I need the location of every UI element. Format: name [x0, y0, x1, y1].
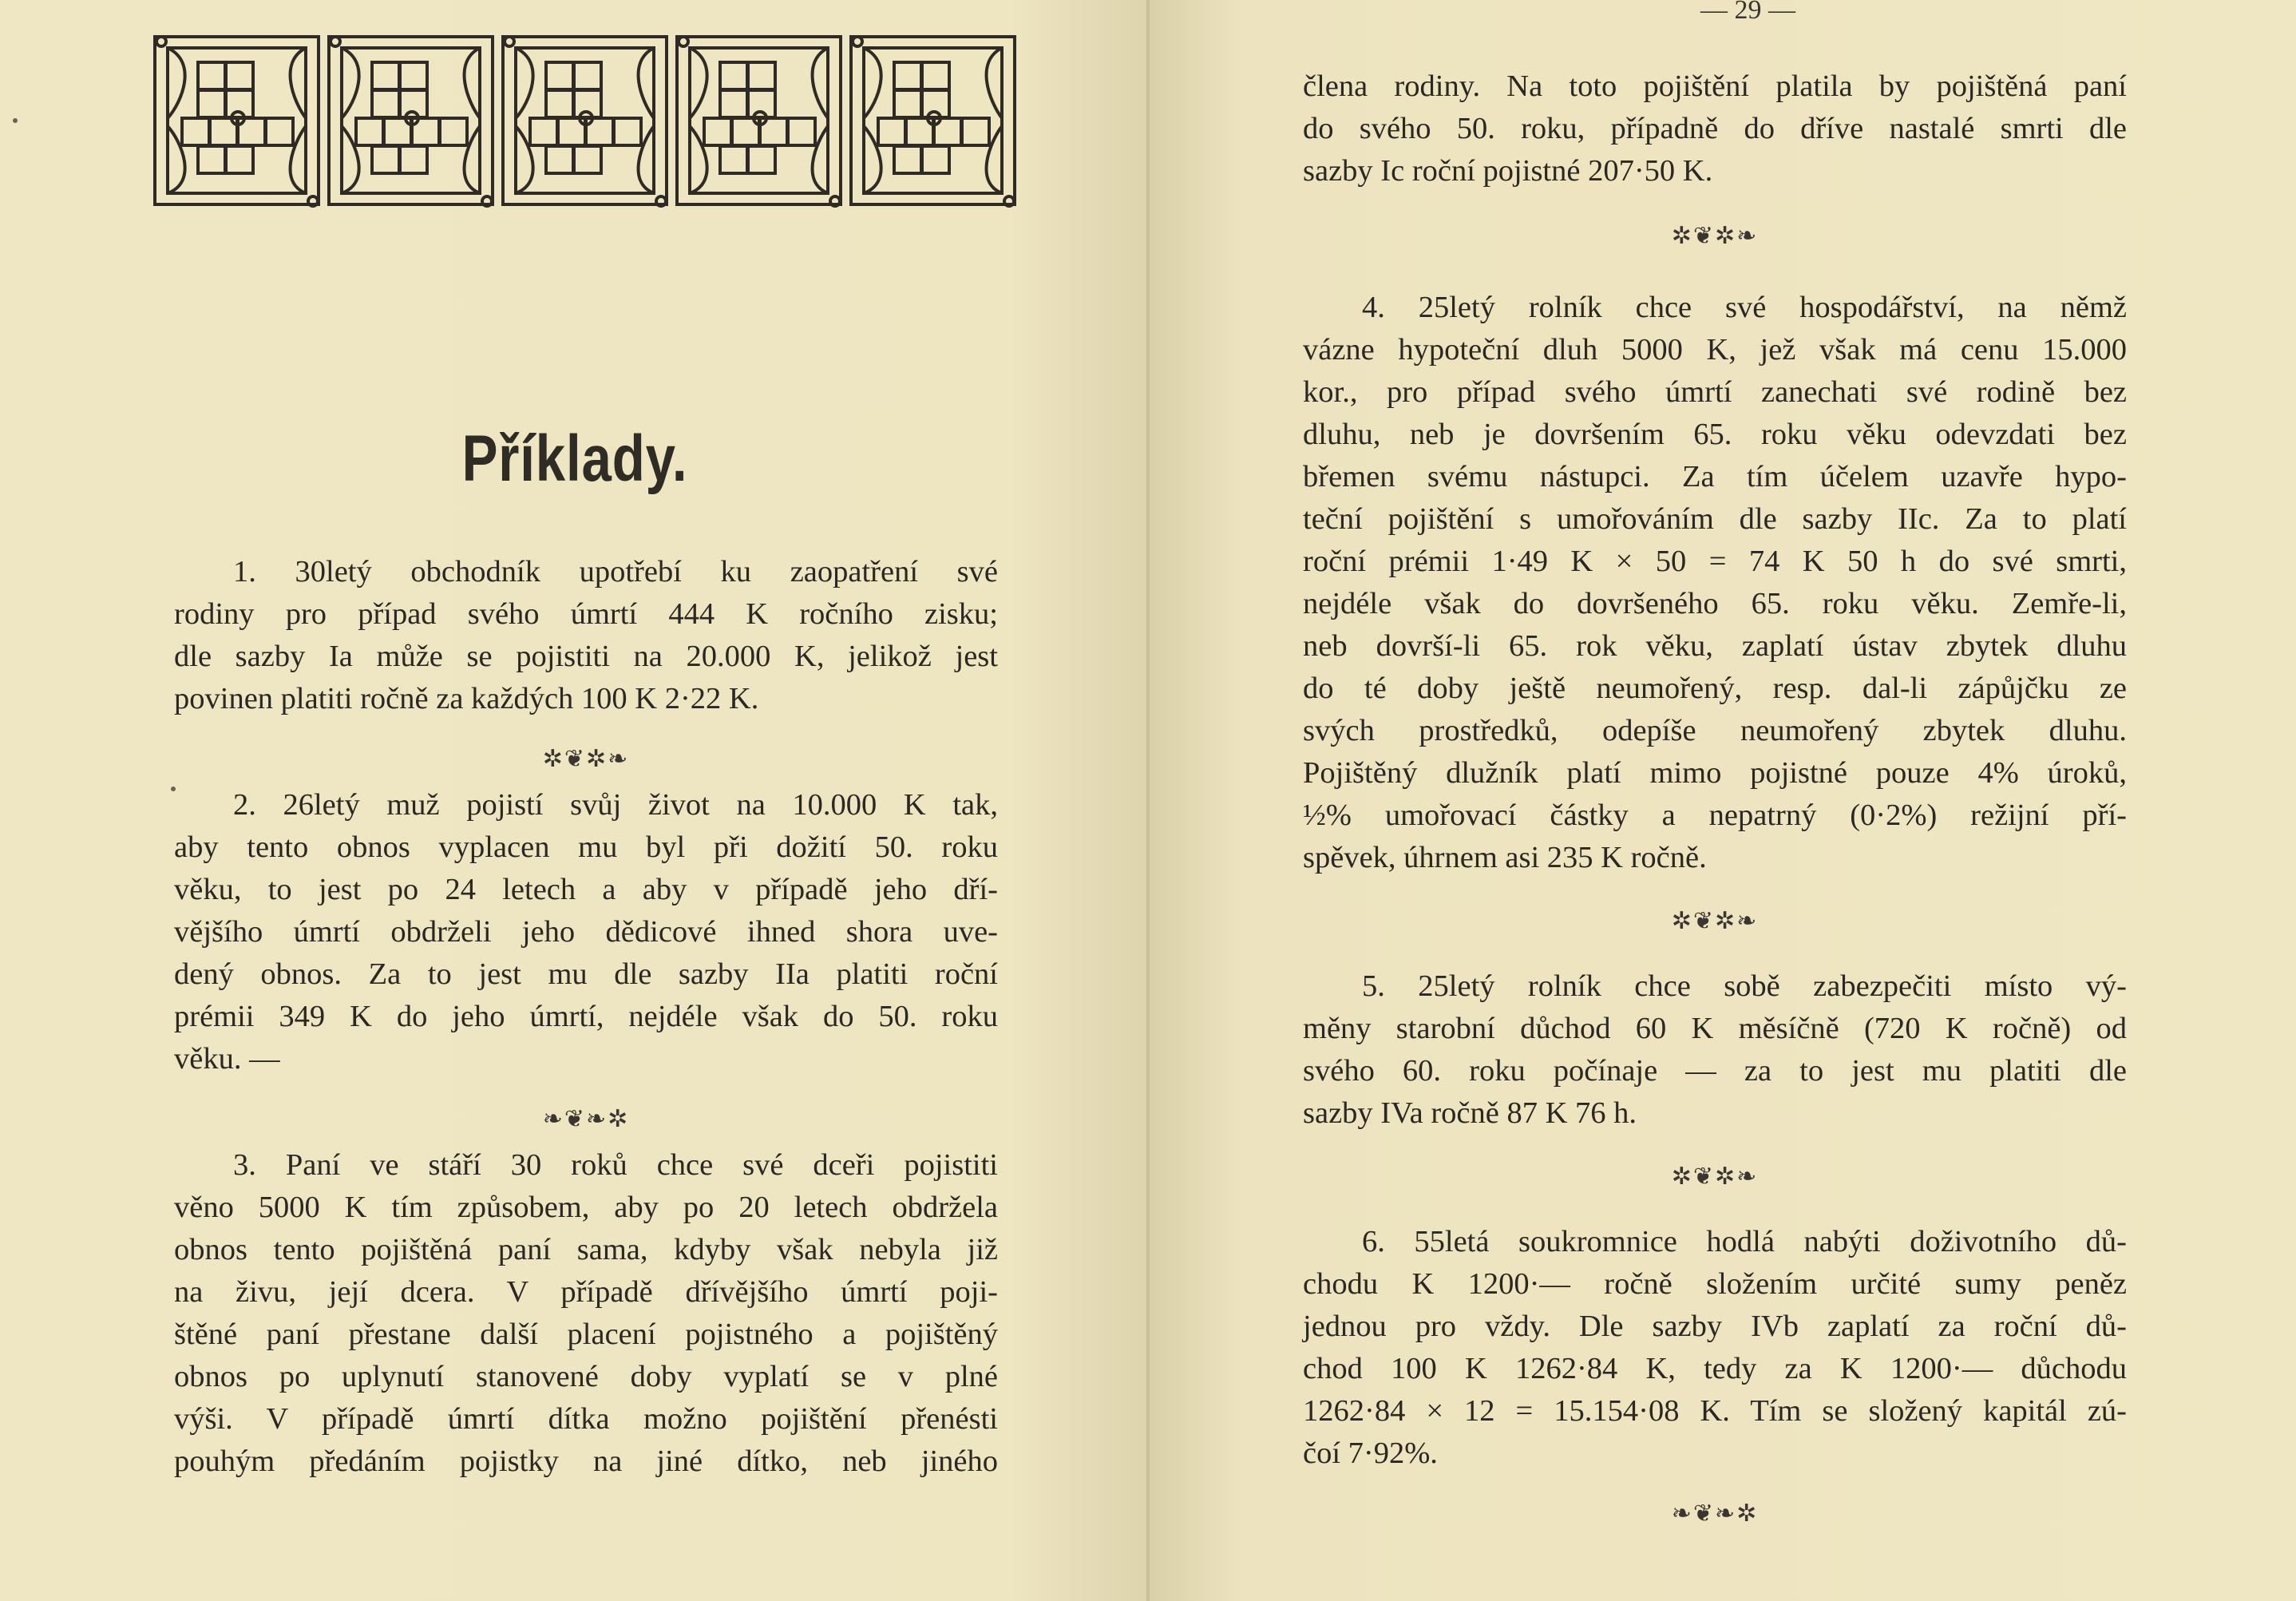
text-line: dle sazby Ia může se pojistiti na 20.000 K, jelikož jest — [174, 640, 998, 673]
text-line: chod 100 K 1262·84 K, tedy za K 1200·— důchodu — [1303, 1352, 2127, 1385]
text-line: neb dovrší-li 65. rok věku, zaplatí ústav zbytek dluhu — [1303, 629, 2127, 663]
text-line: nejdéle však do dovršeného 65. roku věku. Zemře-li, — [1303, 587, 2127, 620]
text-line: na živu, její dcera. V případě dřívějšího úmrtí poji- — [174, 1275, 998, 1309]
text-line: teční pojištění s umořováním dle sazby IIc. Za to platí — [1303, 502, 2127, 536]
paper-speck — [13, 118, 18, 123]
text-line: štěné paní přestane další placení pojistného a pojištěný — [174, 1318, 998, 1351]
text-line: dený obnos. Za to jest mu dle sazby IIa platiti roční — [174, 957, 998, 991]
text-line: 4. 25letý rolník chce své hospodářství, na němž — [1362, 291, 2127, 324]
text-line: kor., pro případ svého úmrtí zanechati své rodině bez — [1303, 375, 2127, 409]
section-heading: Příklady. — [461, 422, 688, 495]
separator-ornament: ❧❦❧✲ — [542, 1106, 630, 1132]
left-text-column — [174, 551, 998, 1483]
separator-ornament: ✲❦✲❧ — [1671, 223, 1759, 249]
text-line: 2. 26letý muž pojistí svůj život na 10.000 K tak, — [233, 788, 998, 822]
text-line: do svého 50. roku, případně do dříve nastalé smrti dle — [1303, 112, 2127, 145]
text-line: spěvek, úhrnem asi 235 K ročně. — [1303, 841, 1707, 874]
text-line: obnos po uplynutí stanovené doby vyplatí se v plné — [174, 1360, 998, 1393]
paragraph-example-6 — [1303, 1221, 2127, 1475]
paper-speck — [171, 787, 176, 791]
text-line: věku. — — [174, 1042, 280, 1076]
text-line: do té doby ještě neumořený, resp. dal-li zápůjčku ze — [1303, 672, 2127, 705]
text-line: věku, to jest po 24 letech a aby v případě jeho dří- — [174, 873, 998, 906]
text-line: vějšího úmrtí obdrželi jeho dědicové ihned shora uve- — [174, 915, 998, 949]
text-line: 3. Paní ve stáří 30 roků chce své dceři pojistiti — [233, 1148, 998, 1182]
right-text-column — [1303, 65, 2127, 1539]
decorative-header-ornament — [150, 30, 1017, 212]
text-line: aby tento obnos vyplacen mu byl při dožití 50. roku — [174, 830, 998, 864]
separator-ornament: ✲❦✲❧ — [1671, 908, 1759, 934]
paragraph-continuation — [1303, 65, 2127, 192]
text-line: jednou pro vždy. Dle sazby IVb zaplatí za roční dů- — [1303, 1310, 2127, 1343]
text-line: obnos tento pojištěná paní sama, kdyby však nebyla již — [174, 1233, 998, 1266]
text-line: povinen platiti ročně za každých 100 K 2·22 K. — [174, 682, 759, 715]
separator-ornament: ❧❦❧✲ — [1671, 1500, 1759, 1527]
text-line: 1. 30letý obchodník upotřebí ku zaopatření své — [233, 555, 998, 588]
text-line: rodiny pro případ svého úmrtí 444 K ročního zisku; — [174, 597, 998, 631]
text-line: 6. 55letá soukromnice hodlá nabýti doživotního dů- — [1362, 1225, 2127, 1258]
paragraph-example-1 — [174, 551, 998, 720]
text-line: chodu K 1200·— ročně složením určité sumy peněz — [1303, 1267, 2127, 1301]
text-line: břemen svému nástupci. Za tím účelem uzavře hypo- — [1303, 460, 2127, 493]
separator-ornament: ✲❦✲❧ — [542, 746, 630, 772]
text-line: Pojištěný dlužník platí mimo pojistné pouze 4% úroků, — [1303, 756, 2127, 790]
text-line: 5. 25letý rolník chce sobě zabezpečiti místo vý- — [1362, 969, 2127, 1003]
text-line: prémii 349 K do jeho úmrtí, nejdéle však do 50. roku — [174, 1000, 998, 1033]
paragraph-example-2 — [174, 784, 998, 1080]
paragraph-example-5 — [1303, 965, 2127, 1135]
page-number: — 29 — — [1700, 0, 1795, 25]
paragraph-example-3 — [174, 1144, 998, 1483]
text-line: měny starobní důchod 60 K měsíčně (720 K ročně) od — [1303, 1012, 2127, 1045]
text-line: svých prostředků, odepíše neumořený zbytek dluhu. — [1303, 714, 2127, 747]
text-line: svého 60. roku počínaje — za to jest mu platiti dle — [1303, 1054, 2127, 1088]
text-line: věno 5000 K tím způsobem, aby po 20 letech obdržela — [174, 1191, 998, 1224]
text-line: čoí 7·92%. — [1303, 1437, 1438, 1470]
text-line: sazby Ic roční pojistné 207·50 K. — [1303, 154, 1713, 188]
text-line: vázne hypoteční dluh 5000 K, jež však má cenu 15.000 — [1303, 333, 2127, 367]
text-line: 1262·84 × 12 = 15.154·08 K. Tím se složený kapitál zú- — [1303, 1394, 2127, 1428]
text-line: ½% umořovací částky a nepatrný (0·2%) režijní pří- — [1303, 799, 2127, 832]
separator-ornament: ✲❦✲❧ — [1671, 1163, 1759, 1190]
paragraph-example-4 — [1303, 287, 2127, 879]
text-line: člena rodiny. Na toto pojištění platila by pojištěná paní — [1303, 69, 2127, 103]
text-line: roční prémii 1·49 K × 50 = 74 K 50 h do své smrti, — [1303, 545, 2127, 578]
text-line: pouhým předáním pojistky na jiné dítko, neb jiného — [174, 1444, 998, 1478]
text-line: výši. V případě úmrtí dítka možno pojištění přenésti — [174, 1402, 998, 1436]
text-line: dluhu, neb je dovršením 65. roku věku odevzdati bez — [1303, 418, 2127, 451]
text-line: sazby IVa ročně 87 K 76 h. — [1303, 1096, 1637, 1130]
